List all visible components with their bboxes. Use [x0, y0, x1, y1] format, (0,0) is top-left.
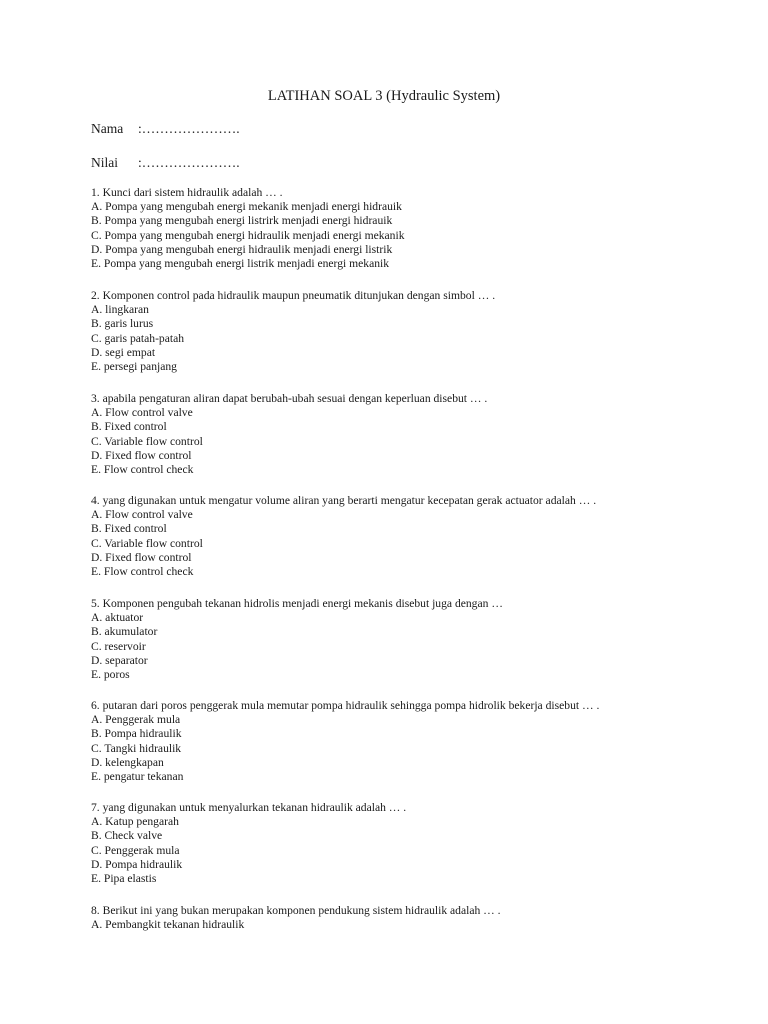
answer-option: A. Penggerak mula [91, 713, 181, 727]
question-6 [91, 699, 731, 784]
question-5 [91, 597, 731, 682]
question-text: 7. yang digunakan untuk menyalurkan tekanan hidraulik adalah … . [91, 801, 407, 814]
question-4 [91, 494, 731, 579]
question-2 [91, 289, 731, 374]
answer-option: B. Fixed control [91, 420, 167, 434]
answer-option: D. segi empat [91, 345, 156, 359]
question-text: 8. Berikut ini yang bukan merupakan komponen pendukung sistem hidraulik adalah … . [91, 904, 501, 917]
answer-option: B. Pompa yang mengubah energi listrirk menjadi energi hidrauik [91, 214, 393, 228]
name-label: Nama [91, 121, 124, 136]
answer-option: B. Pompa hidraulik [91, 727, 182, 741]
answer-option: B. Fixed control [91, 522, 167, 536]
answer-option: A. lingkaran [91, 303, 149, 317]
answer-option: E. poros [91, 668, 130, 682]
score-blank: :…………………. [138, 155, 240, 170]
answer-option: E. pengatur tekanan [91, 770, 184, 784]
answer-option: A. Flow control valve [91, 508, 193, 522]
answer-option: C. reservoir [91, 639, 146, 653]
answer-option: C. Pompa yang mengubah energi hidraulik menjadi energi mekanik [91, 228, 405, 242]
answer-option: E. Flow control check [91, 565, 194, 579]
question-text: 2. Komponen control pada hidraulik maupun pneumatik ditunjukan dengan simbol … . [91, 289, 496, 302]
answer-option: B. akumulator [91, 625, 158, 639]
name-field [91, 120, 240, 138]
answer-option: A. Pembangkit tekanan hidraulik [91, 918, 245, 932]
answer-option: B. Check valve [91, 829, 163, 843]
question-text: 5. Komponen pengubah tekanan hidrolis menjadi energi mekanis disebut juga dengan … [91, 597, 503, 610]
answer-option: E. Pompa yang mengubah energi listrik menjadi energi mekanik [91, 257, 390, 271]
answer-option: C. garis patah-patah [91, 331, 185, 345]
question-8 [91, 904, 731, 932]
question-text: 6. putaran dari poros penggerak mula memutar pompa hidraulik sehingga pompa hidrolik bekerja disebut … . [91, 699, 600, 712]
document-title: LATIHAN SOAL 3 (Hydraulic System) [267, 88, 501, 104]
answer-option: C. Tangki hidraulik [91, 741, 182, 755]
question-text: 4. yang digunakan untuk mengatur volume aliran yang berarti mengatur kecepatan gerak actuator adalah … . [91, 494, 597, 507]
question-7 [91, 801, 731, 886]
question-text: 3. apabila pengaturan aliran dapat berubah-ubah sesuai dengan keperluan disebut … . [91, 392, 488, 405]
question-3 [91, 392, 731, 477]
answer-option: B. garis lurus [91, 317, 154, 331]
answer-option: C. Variable flow control [91, 536, 203, 550]
question-text: 1. Kunci dari sistem hidraulik adalah … . [91, 186, 283, 199]
answer-option: C. Penggerak mula [91, 843, 180, 857]
answer-option: D. Pompa yang mengubah energi hidraulik menjadi energi listrik [91, 242, 393, 256]
name-blank: :…………………. [138, 121, 240, 136]
answer-option: C. Variable flow control [91, 434, 203, 448]
answer-option: E. Flow control check [91, 463, 194, 477]
answer-option: D. kelengkapan [91, 755, 164, 769]
answer-option: E. persegi panjang [91, 360, 177, 374]
answer-option: D. Fixed flow control [91, 550, 192, 564]
answer-option: A. Pompa yang mengubah energi mekanik menjadi energi hidrauik [91, 200, 402, 214]
answer-option: D. separator [91, 653, 148, 667]
score-field [91, 154, 240, 172]
score-label: Nilai [91, 155, 118, 170]
answer-option: E. Pipa elastis [91, 872, 157, 886]
answer-option: A. Katup pengarah [91, 815, 179, 829]
question-1 [91, 186, 731, 271]
answer-option: A. aktuator [91, 611, 144, 625]
answer-option: D. Pompa hidraulik [91, 857, 183, 871]
answer-option: D. Fixed flow control [91, 448, 192, 462]
answer-option: A. Flow control valve [91, 406, 193, 420]
